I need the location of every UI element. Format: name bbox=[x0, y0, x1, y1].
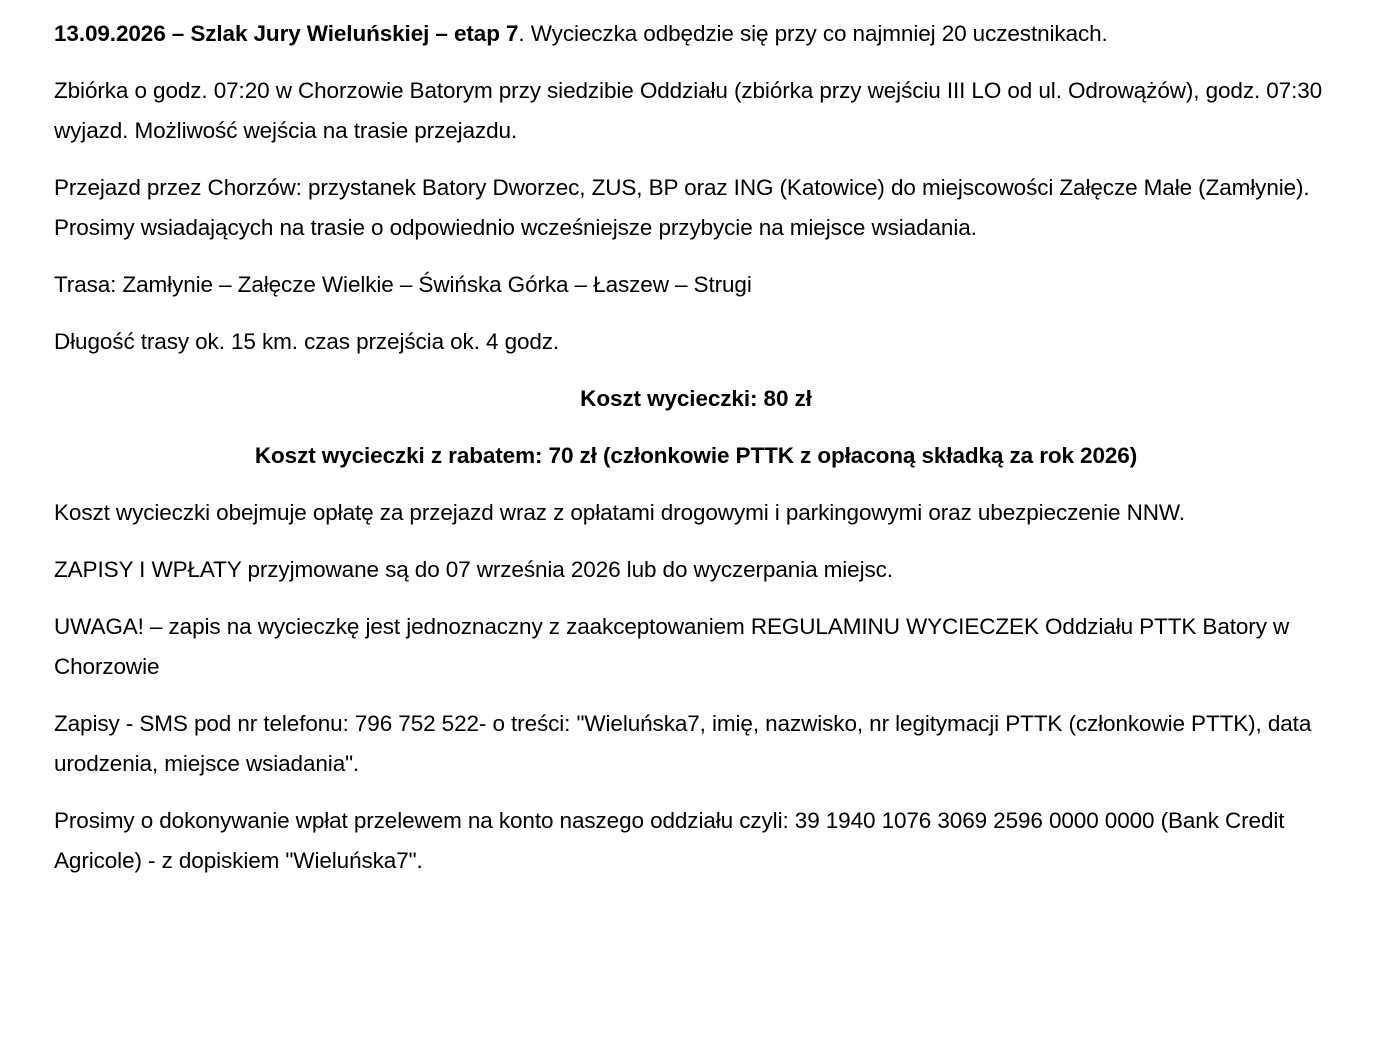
payment-paragraph: Prosimy o dokonywanie wpłat przelewem na konto naszego oddziału czyli: 39 1940 1076 3069 2596 0000 0000 (Bank Credit Agricole) - z dopiskiem "Wieluńska7". bbox=[54, 808, 1285, 873]
intro-text: . Wycieczka odbędzie się przy co najmniej 20 uczestnikach. bbox=[518, 21, 1108, 46]
document-page bbox=[54, 14, 1344, 898]
cost-heading: Koszt wycieczki: 80 zł bbox=[580, 386, 812, 411]
meeting-paragraph: Zbiórka o godz. 07:20 w Chorzowie Batorym przy siedzibie Oddziału (zbiórka przy wejściu III LO od ul. Odrowążów), godz. 07:30 wyjazd. Możliwość wejścia na trasie przejazdu. bbox=[54, 78, 1323, 143]
signup-deadline-paragraph: ZAPISY I WPŁATY przyjmowane są do 07 września 2026 lub do wyczerpania miejsc. bbox=[54, 557, 893, 582]
transit-paragraph: Przejazd przez Chorzów: przystanek Batory Dworzec, ZUS, BP oraz ING (Katowice) do miejscowości Załęcze Małe (Zamłynie). Prosimy wsiadających na trasie o odpowiednio wcześniejsze przybycie na miejsce wsiadania. bbox=[54, 175, 1310, 240]
trip-title: 13.09.2026 – Szlak Jury Wieluńskiej – etap 7 bbox=[54, 21, 519, 46]
cost-includes-paragraph: Koszt wycieczki obejmuje opłatę za przejazd wraz z opłatami drogowymi i parkingowymi oraz ubezpieczenie NNW. bbox=[54, 500, 1185, 525]
intro-paragraph bbox=[54, 14, 1344, 54]
warning-paragraph: UWAGA! – zapis na wycieczkę jest jednoznaczny z zaakceptowaniem REGULAMINU WYCIECZEK Oddziału PTTK Batory w Chorzowie bbox=[54, 614, 1290, 679]
discount-cost-heading: Koszt wycieczki z rabatem: 70 zł (członkowie PTTK z opłaconą składką za rok 2026) bbox=[254, 443, 1138, 468]
length-paragraph: Długość trasy ok. 15 km. czas przejścia ok. 4 godz. bbox=[54, 329, 560, 354]
route-paragraph: Trasa: Zamłynie – Załęcze Wielkie – Świńska Górka – Łaszew – Strugi bbox=[54, 272, 752, 297]
sms-signup-paragraph: Zapisy - SMS pod nr telefonu: 796 752 522- o treści: "Wieluńska7, imię, nazwisko, nr legitymacji PTTK (członkowie PTTK), data urodzenia, miejsce wsiadania". bbox=[54, 711, 1312, 776]
